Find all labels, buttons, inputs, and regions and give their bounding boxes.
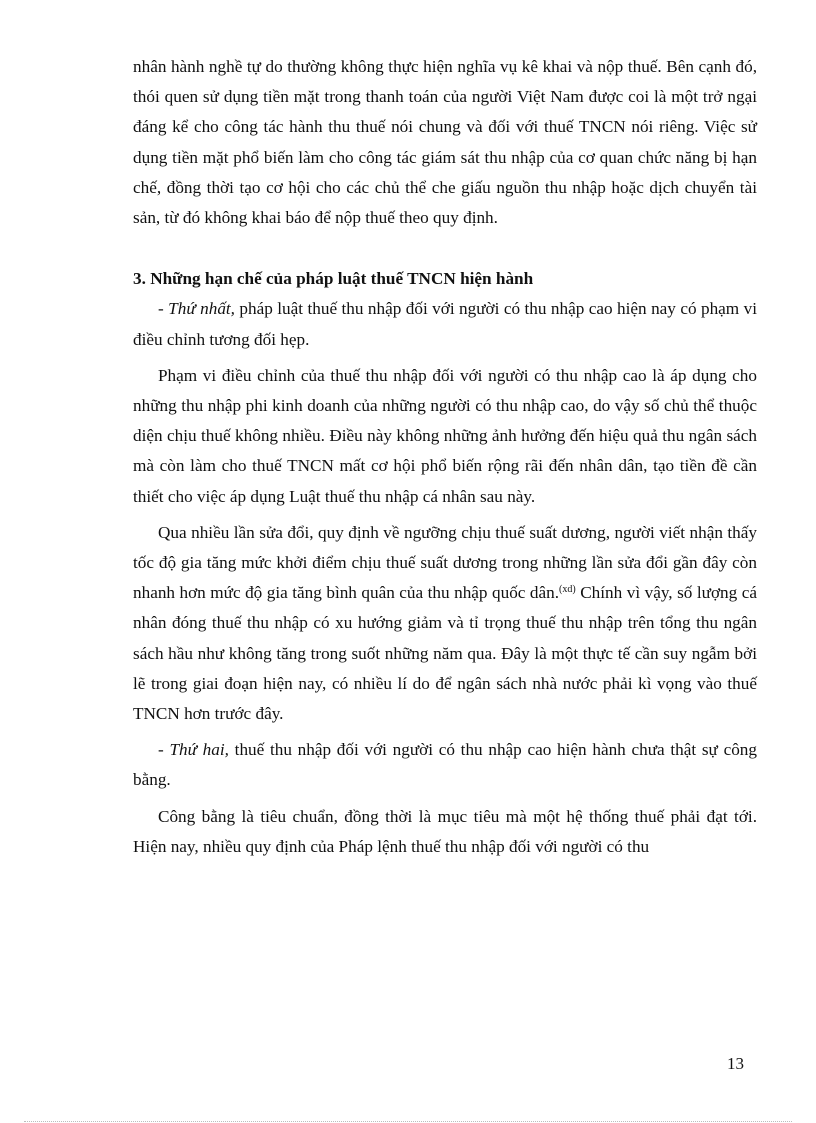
page-number: 13	[727, 1054, 744, 1073]
paragraph-threshold	[133, 518, 757, 729]
threshold-continued-text: Chính vì vậy, số lượng cá nhân đóng thuế thu nhập có xu hướng giảm và tỉ trọng thuế thu nhập trên tổng thu ngân sách hầu như không tăng trong suốt những năm qua. Đây là một thực tế cần suy ngẫm bởi lẽ trong giai đoạn hiện nay, có nhiều lí do để ngân sách nhà nước phải kì vọng vào thuế TNCN hơn trước đây.	[133, 583, 757, 724]
footnote-marker: (xd)	[559, 584, 576, 596]
paragraph-cash-usage: nhân hành nghề tự do thường không thực hiện nghĩa vụ kê khai và nộp thuế. Bên cạnh đó, thói quen sử dụng tiền mặt trong thanh toán của người Việt Nam được coi là một trở ngại đáng kể cho công tác hành thu thuế nói chung và đối với thuế TNCN nói riêng. Việc sử dụng tiền mặt phổ biến làm cho công tác giám sát thu nhập của cơ quan chức năng bị hạn chế, đồng thời tạo cơ hội cho các chủ thể che giấu nguồn thu nhập hoặc dịch chuyển tài sản, từ đó không khai báo để nộp thuế theo quy định.	[133, 57, 757, 228]
footer-divider	[24, 1121, 792, 1122]
first-limitation-text: pháp luật thuế thu nhập đối với người có thu nhập cao hiện nay có phạm vi điều chỉnh tương đối hẹp.	[133, 299, 757, 349]
paragraph-second-limitation	[133, 735, 757, 795]
first-label: - Thứ nhất,	[158, 299, 235, 319]
section-heading: 3. Những hạn chế của pháp luật thuế TNCN hiện hành	[133, 269, 534, 289]
second-limitation-text: thuế thu nhập đối với người có thu nhập cao hiện hành chưa thật sự công bằng.	[133, 740, 757, 790]
second-label: - Thứ hai,	[158, 740, 229, 760]
paragraph-first-limitation	[133, 294, 757, 354]
document-page	[133, 52, 757, 862]
paragraph-fairness: Công bằng là tiêu chuẩn, đồng thời là mục tiêu mà một hệ thống thuế phải đạt tới. Hiện nay, nhiều quy định của Pháp lệnh thuế thu nhập đối với người có thu	[133, 806, 757, 856]
threshold-text: Qua nhiều lần sửa đổi, quy định về ngưỡng chịu thuế suất dương, người viết nhận thấy tốc độ gia tăng mức khởi điểm chịu thuế suất dương trong những lần sửa đổi gần đây còn nhanh hơn mức độ gia tăng bình quân của thu nhập quốc dân.	[133, 522, 757, 603]
paragraph-scope: Phạm vi điều chỉnh của thuế thu nhập đối với người có thu nhập cao là áp dụng cho những thu nhập phi kinh doanh của những người có thu nhập cao, do vậy số chủ thể thuộc diện chịu thuế không nhiều. Điều này không những ảnh hưởng đến hiệu quả thu ngân sách mà còn làm cho thuế TNCN mất cơ hội phổ biến rộng rãi đến nhân dân, tạo tiền đề cần thiết cho việc áp dụng Luật thuế thu nhập cá nhân sau này.	[133, 365, 757, 506]
